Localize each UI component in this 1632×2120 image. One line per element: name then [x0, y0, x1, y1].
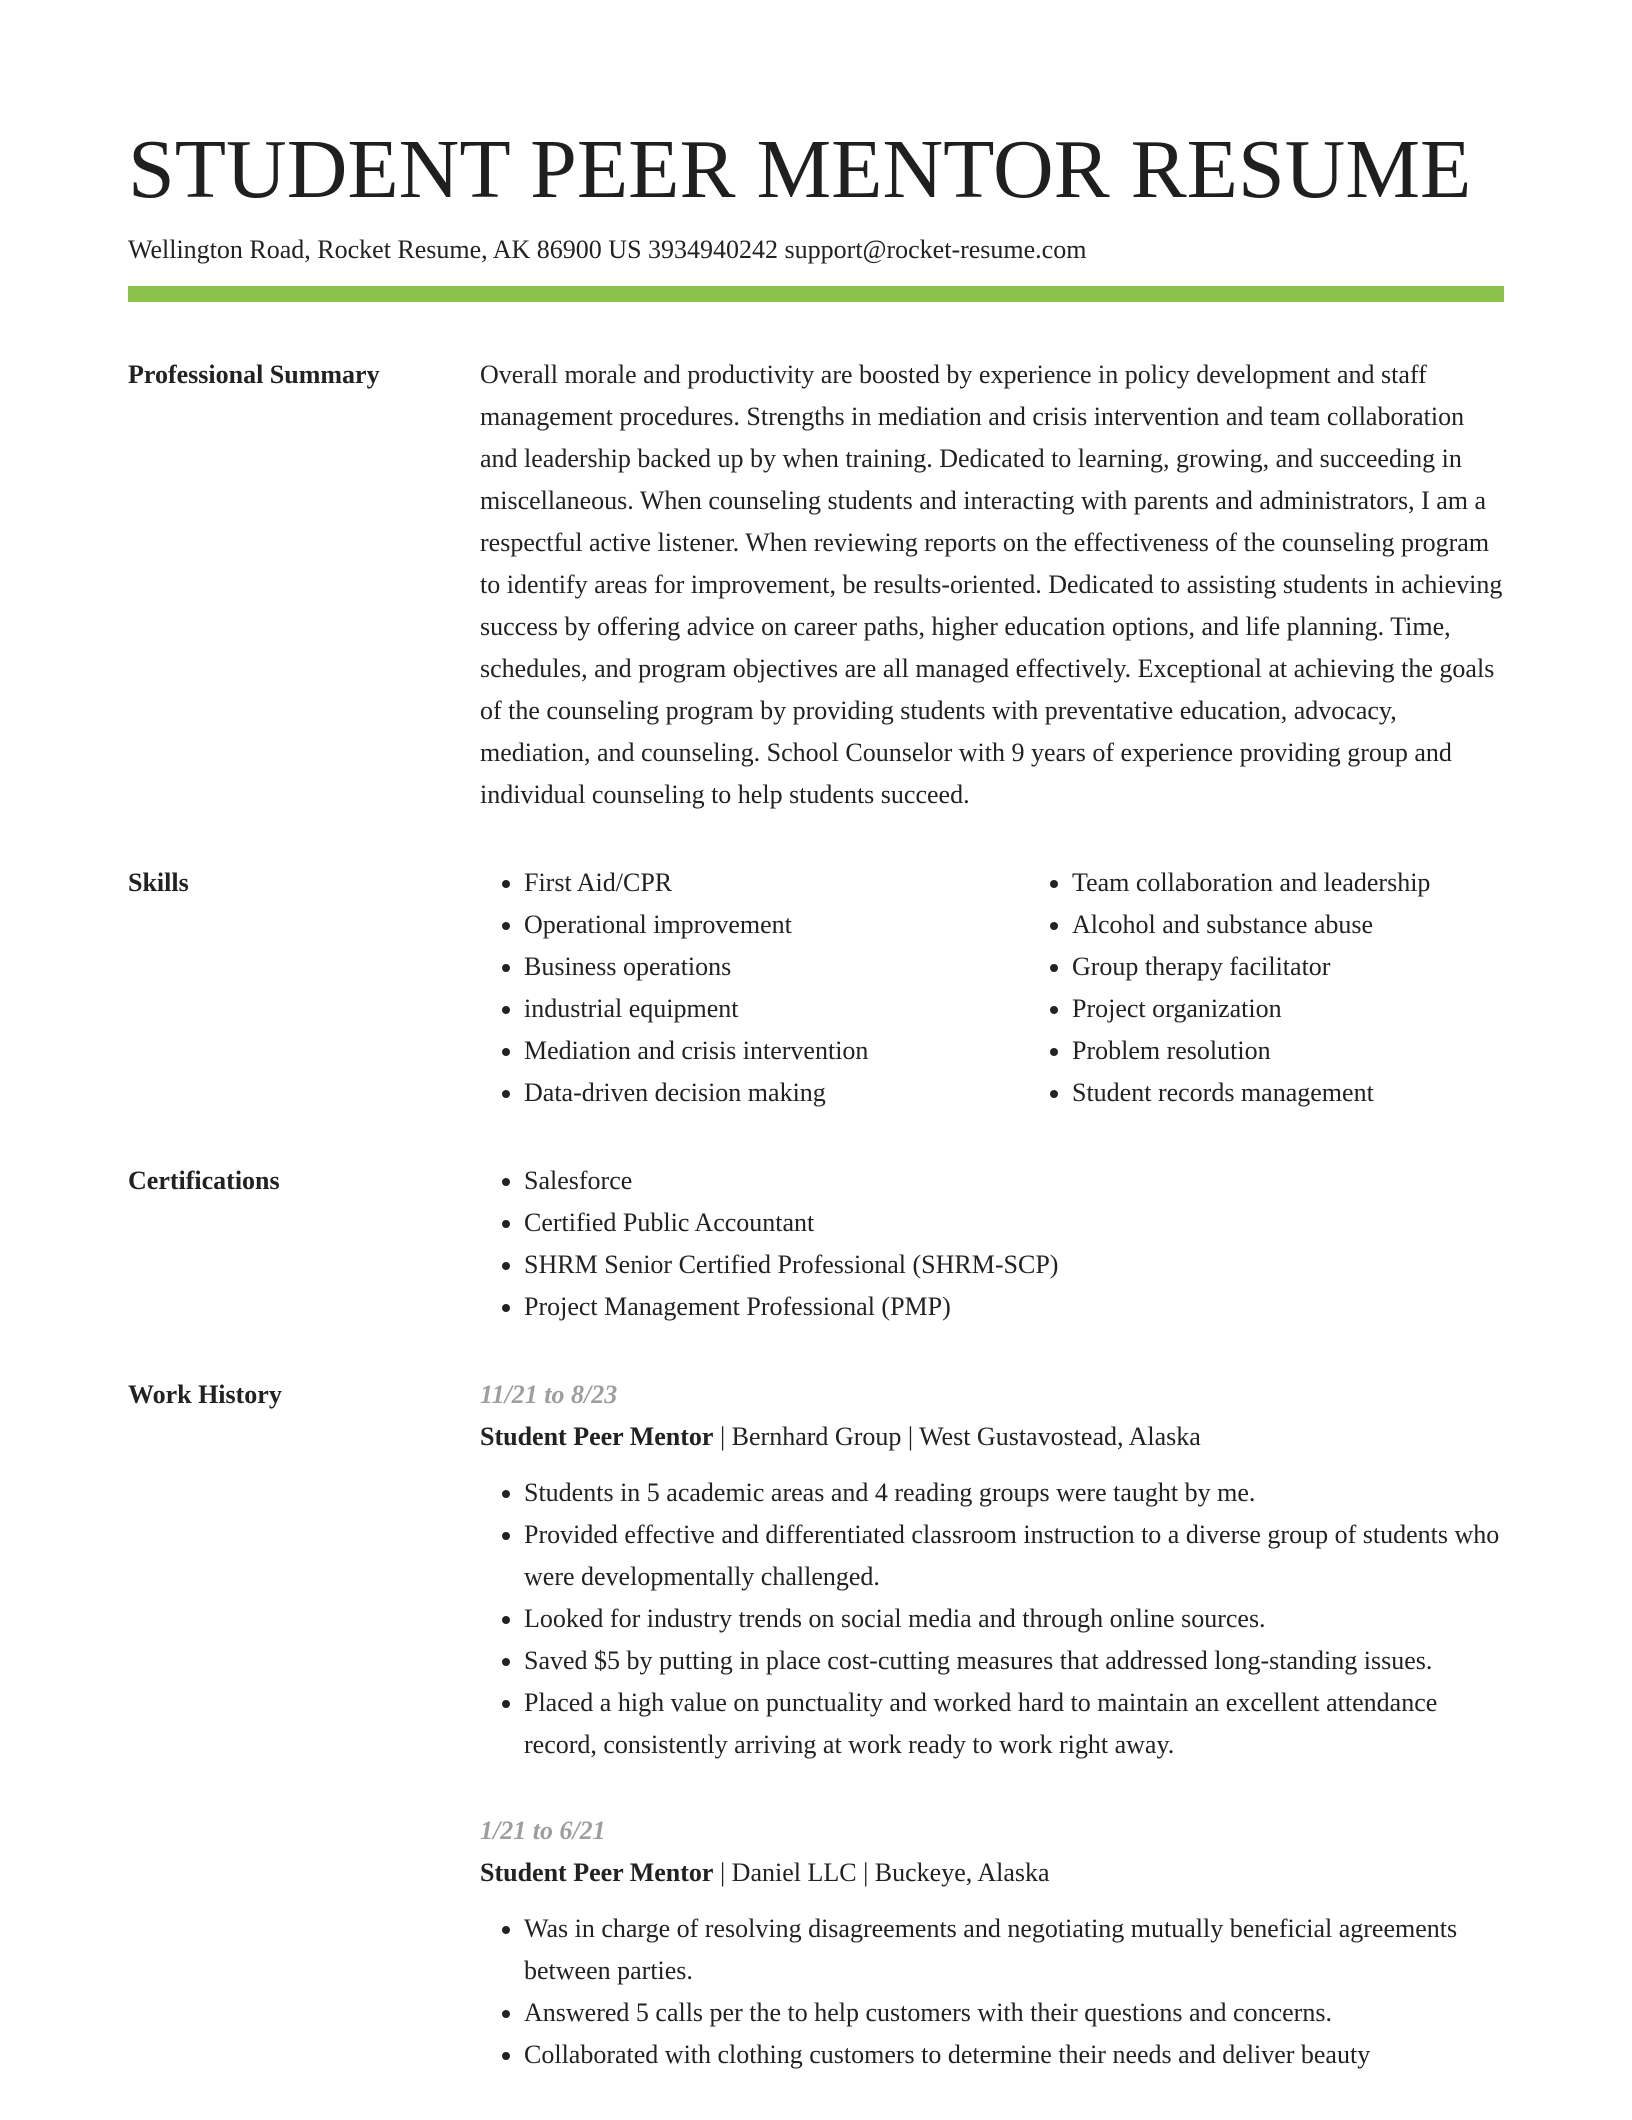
- skill-item: • Business operations: [524, 946, 1028, 988]
- job-bullet: • Placed a high value on punctuality and worked hard to maintain an excellent attendance record, consistently arriving at work ready to work right away.: [524, 1682, 1504, 1766]
- certification-item: • Certified Public Accountant: [524, 1202, 1504, 1244]
- job-bullet: • Looked for industry trends on social media and through online sources.: [524, 1598, 1504, 1640]
- skill-item: • First Aid/CPR: [524, 862, 1028, 904]
- skill-item: • Project organization: [1072, 988, 1576, 1030]
- section-label: Professional Summary: [128, 360, 380, 389]
- job-bullet: • Saved $5 by putting in place cost-cutting measures that addressed long-standing issues.: [524, 1640, 1504, 1682]
- job-bullet: • Answered 5 calls per the to help customers with their questions and concerns.: [524, 1992, 1504, 2034]
- job-bullet: • Was in charge of resolving disagreements and negotiating mutually beneficial agreements between parties.: [524, 1908, 1504, 1992]
- accent-divider: [128, 286, 1504, 302]
- skill-item: • Group therapy facilitator: [1072, 946, 1576, 988]
- job-dates: 1/21 to 6/21: [480, 1816, 606, 1845]
- certification-item: • Project Management Professional (PMP): [524, 1286, 1504, 1328]
- resume-title: STUDENT PEER MENTOR RESUME: [128, 123, 1472, 216]
- certifications-list: [480, 1160, 1504, 1328]
- job-heading: [480, 1852, 1504, 1894]
- skill-item: • Operational improvement: [524, 904, 1028, 946]
- section-work-history: [128, 1374, 1504, 2120]
- summary-text: Overall morale and productivity are boosted by experience in policy development and staff management procedures. Strengths in mediation and crisis intervention and team collaboration and leadership backed up by when training. Dedicated to learning, growing, and succeeding in miscellaneous. When counseling students and interacting with parents and administrators, I am a respectful active listener. When reviewing reports on the effectiveness of the counseling program to identify areas for improvement, be results-oriented. Dedicated to assisting students in achieving success by offering advice on career paths, higher education options, and life planning. Time, schedules, and program objectives are all managed effectively. Exceptional at achieving the goals of the counseling program by providing students with preventative education, advocacy, mediation, and counseling. School Counselor with 9 years of experience providing group and individual counseling to help students succeed.: [480, 360, 1503, 809]
- skill-item: • Team collaboration and leadership: [1072, 862, 1576, 904]
- skill-item: • Student records management: [1072, 1072, 1576, 1114]
- skills-list-left: [480, 862, 1028, 1114]
- skill-item: • Problem resolution: [1072, 1030, 1576, 1072]
- skills-list-right: [1028, 862, 1576, 1114]
- contact-line: Wellington Road, Rocket Resume, AK 86900 US 3934940242 support@rocket-resume.com: [128, 235, 1087, 264]
- certification-item: • SHRM Senior Certified Professional (SHRM-SCP): [524, 1244, 1504, 1286]
- resume-page: [128, 118, 1504, 2120]
- job-entry: [480, 1374, 1504, 1766]
- job-details: | Bernhard Group | West Gustavostead, Alaska: [713, 1422, 1201, 1451]
- certification-item: • Salesforce: [524, 1160, 1504, 1202]
- skill-item: • Mediation and crisis intervention: [524, 1030, 1028, 1072]
- section-label: Certifications: [128, 1166, 280, 1195]
- section-label: Skills: [128, 868, 189, 897]
- section-body: [480, 354, 1504, 816]
- job-bullets: [480, 1908, 1504, 2076]
- job-bullets: [480, 1472, 1504, 1766]
- section-body: [480, 1374, 1504, 2120]
- job-details: | Daniel LLC | Buckeye, Alaska: [713, 1858, 1050, 1887]
- job-title: Student Peer Mentor: [480, 1422, 714, 1451]
- section-certifications: [128, 1160, 1504, 1328]
- section-skills: [128, 862, 1504, 1114]
- skill-item: • Alcohol and substance abuse: [1072, 904, 1576, 946]
- job-bullet: • Students in 5 academic areas and 4 reading groups were taught by me.: [524, 1472, 1504, 1514]
- section-professional-summary: [128, 354, 1504, 816]
- job-bullet: • Collaborated with clothing customers to determine their needs and deliver beauty: [524, 2034, 1504, 2076]
- skills-columns: [480, 862, 1576, 1114]
- job-dates: 11/21 to 8/23: [480, 1380, 618, 1409]
- job-bullet: • Provided effective and differentiated classroom instruction to a diverse group of students who were developmentally challenged.: [524, 1514, 1504, 1598]
- section-body: [480, 1160, 1504, 1328]
- section-label: Work History: [128, 1380, 282, 1409]
- job-heading: [480, 1416, 1504, 1458]
- skill-item: • industrial equipment: [524, 988, 1028, 1030]
- skill-item: • Data-driven decision making: [524, 1072, 1028, 1114]
- job-entry: [480, 1810, 1504, 2076]
- job-title: Student Peer Mentor: [480, 1858, 714, 1887]
